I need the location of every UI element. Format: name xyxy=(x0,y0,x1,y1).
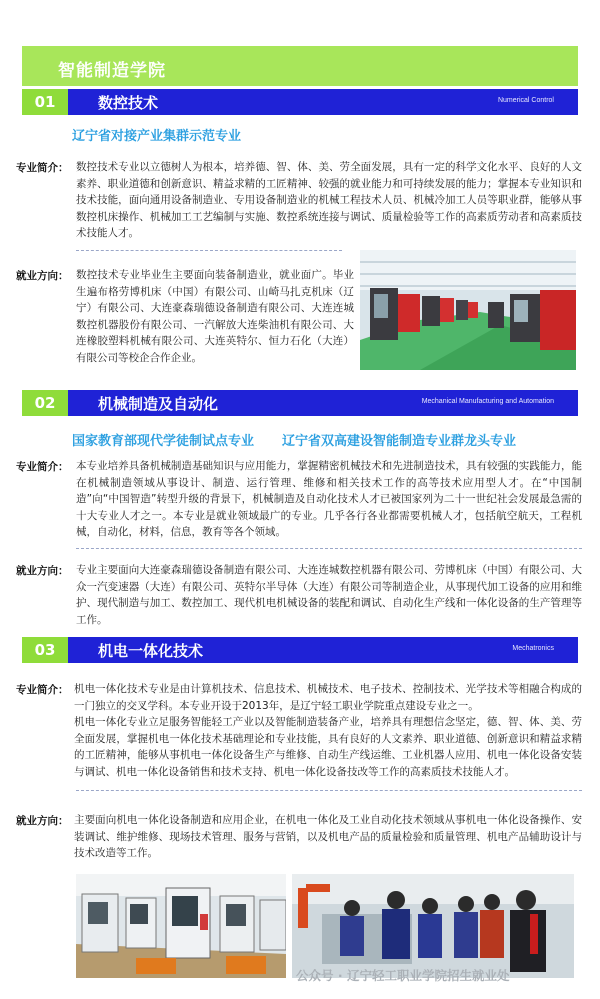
section-number: 01 xyxy=(22,89,68,115)
section-01-header xyxy=(22,89,578,115)
section-bar xyxy=(68,390,578,416)
divider xyxy=(76,790,582,791)
section-03-intro-2: 机电一体化专业立足服务智能轻工产业以及智能制造装备产业，培养具有理想信念坚定，德、智、体、美、劳全面发展，掌握机电一体化技术基础理论和专业技能，具有良好的人文素养、职业道德、创新意识和精益求精的工匠精神，能够从事机电一体化设备生产与维修、自动生产线运维、工业机器人应用、机电一体化设备安装与调试、机电一体化设备销售和技术支持、机电一体化设备技改等工作的高素质技术技能人才。 xyxy=(74,716,582,778)
section-02-tagline-2: 辽宁省双高建设智能制造专业群龙头专业 xyxy=(282,434,517,449)
college-title: 智能制造学院 xyxy=(58,61,166,81)
divider xyxy=(76,250,342,251)
lab-photo-left xyxy=(76,874,286,978)
section-02-job: 专业主要面向大连豪森瑞德设备制造有限公司、大连连城数控机器有限公司、劳博机床（中国）有限公司、大众一汽变速器（大连）有限公司、英特尔半导体（大连）有限公司等制造企业，从事现代加工设备的应用和维护、现代制造与加工、数控加工、现代机电机械设备的装配和调试、自动化生产线和一体化设备的生产管理等工作。 xyxy=(76,564,582,626)
intro-label: 专业简介： xyxy=(16,162,69,174)
section-01-tagline: 辽宁省对接产业集群示范专业 xyxy=(72,129,242,144)
job-label: 就业方向： xyxy=(16,565,69,577)
section-03-intro: 机电一体化技术专业是由计算机技术、信息技术、机械技术、电子技术、控制技术、光学技术等相融合构成的一门独立的交叉学科。本专业开设于2013年，是辽宁轻工职业学院重点建设专业之一。 xyxy=(74,683,582,712)
section-03-job: 主要面向机电一体化设备制造和应用企业，在机电一体化及工业自动化技术领域从事机电一体化设备操作、安装调试、维护维修、现场技术管理、服务与营销，以及机电产品的质量检验和质量管理、机电产品辅助设计与技术改造等工作。 xyxy=(74,814,582,859)
section-title-en: Numerical Control xyxy=(497,97,554,104)
section-title: 机械制造及自动化 xyxy=(98,395,219,413)
section-bar xyxy=(68,637,578,663)
section-number: 02 xyxy=(22,390,68,416)
intro-label: 专业简介： xyxy=(16,684,69,696)
college-header xyxy=(22,46,578,86)
section-title-en: Mechanical Manufacturing and Automation xyxy=(421,398,554,405)
students-lab-photo xyxy=(292,874,574,978)
job-label: 就业方向： xyxy=(16,815,69,827)
section-03-header xyxy=(22,637,578,663)
section-title: 机电一体化技术 xyxy=(98,642,204,660)
section-02-tagline: 国家教育部现代学徒制试点专业 xyxy=(72,434,255,449)
section-title: 数控技术 xyxy=(98,94,159,112)
wechat-watermark: 公众号 · 辽宁轻工职业学院招生就业处 xyxy=(296,968,510,983)
section-bar xyxy=(68,89,578,115)
section-02-header xyxy=(22,390,578,416)
job-label: 就业方向： xyxy=(16,270,69,282)
section-02-intro: 本专业培养具备机械制造基础知识与应用能力，掌握精密机械技术和先进制造技术，具有较强的实践能力，能在机械制造领域从事设计、制造、运行管理、维修和相关技术工作的高等技术应用型人才。在“中国制造”向“中国智造”转型升级的背景下，机械制造及自动化技术人才已被国家列为二十一世纪社会发展最急需的十大专业人才之一。本专业是就业领域最广的专业。几乎各行各业都需要机械人才，包括航空航天，工程机械，自动化，材料，信息，教育等各个领域。 xyxy=(76,460,582,538)
cnc-workshop-photo xyxy=(360,250,576,370)
section-01-intro: 数控技术专业以立德树人为根本，培养德、智、体、美、劳全面发展，具有一定的科学文化水平、良好的人文素养、职业道德和创新意识、精益求精的工匠精神、较强的就业能力和可持续发展的能力；掌握本专业知识和技术技能，面向通用设备制造业、专用设备制造业的机械工程技术人员、机械冷加工人员等职业群，能够从事数控机床操作、机械加工工艺编制与实施、数控系统连接与调试、质量检验等工作的高素质劳动者和高素质技术技能人才。 xyxy=(76,161,582,239)
intro-label: 专业简介： xyxy=(16,461,69,473)
divider xyxy=(76,548,582,549)
section-number: 03 xyxy=(22,637,68,663)
section-01-job: 数控技术专业毕业生主要面向装备制造业，就业面广。毕业生遍布格劳博机床（中国）有限公司、山崎马扎克机床（辽宁）有限公司、大连豪森瑞德设备制造有限公司、大连连城数控机器股份有限公司、一汽解放大连柴油机有限公司、大连橡胶塑料机械有限公司、大连英特尔、恒力石化（大连）有限公司等校企合作企业。 xyxy=(76,269,354,364)
section-title-en: Mechatronics xyxy=(512,645,554,652)
